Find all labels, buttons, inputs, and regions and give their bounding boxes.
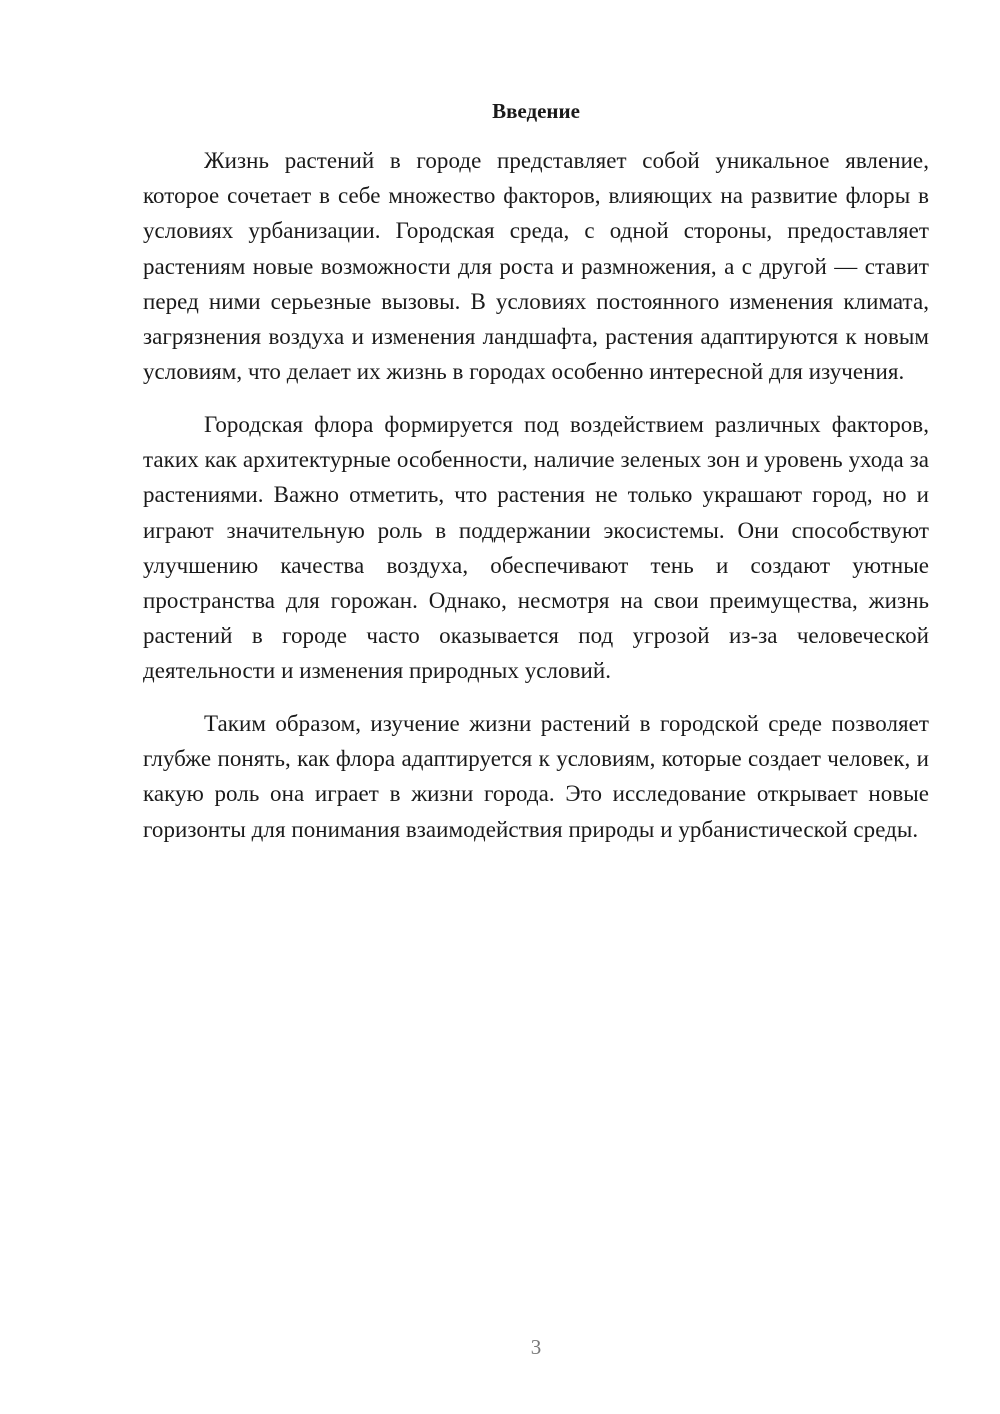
section-heading: Введение [492, 99, 580, 123]
paragraph-2: Городская флора формируется под воздействием различных факторов, таких как архитектурные особенности, наличие зеленых зон и уровень ухода за растениями. Важно отметить, что растения не только украшают город, но и играют значительную роль в поддержании экосистемы. Они способствуют улучшению качества воздуха, обеспечивают тень и создают уютные пространства для горожан. Однако, несмотря на свои преимущества, жизнь растений в городе часто оказывается под угрозой из-за человеческой деятельности и изменения природных условий. [143, 411, 929, 684]
page-number: 3 [530, 1335, 542, 1359]
paragraph-1: Жизнь растений в городе представляет собой уникальное явление, которое сочетает в себе множество факторов, влияющих на развитие флоры в условиях урбанизации. Городская среда, с одной стороны, предоставляет растениям новые возможности для роста и размножения, а с другой — ставит перед ними серьезные вызовы. В условиях постоянного изменения климата, загрязнения воздуха и изменения ландшафта, растения адаптируются к новым условиям, что делает их жизнь в городах особенно интересной для изучения. [143, 148, 929, 385]
paragraph-3: Таким образом, изучение жизни растений в городской среде позволяет глубже понять, как флора адаптируется к условиям, которые создает человек, и какую роль она играет в жизни города. Это исследование открывает новые горизонты для понимания взаимодействия природы и урбанистической среды. [143, 711, 929, 842]
body-text [143, 143, 929, 864]
